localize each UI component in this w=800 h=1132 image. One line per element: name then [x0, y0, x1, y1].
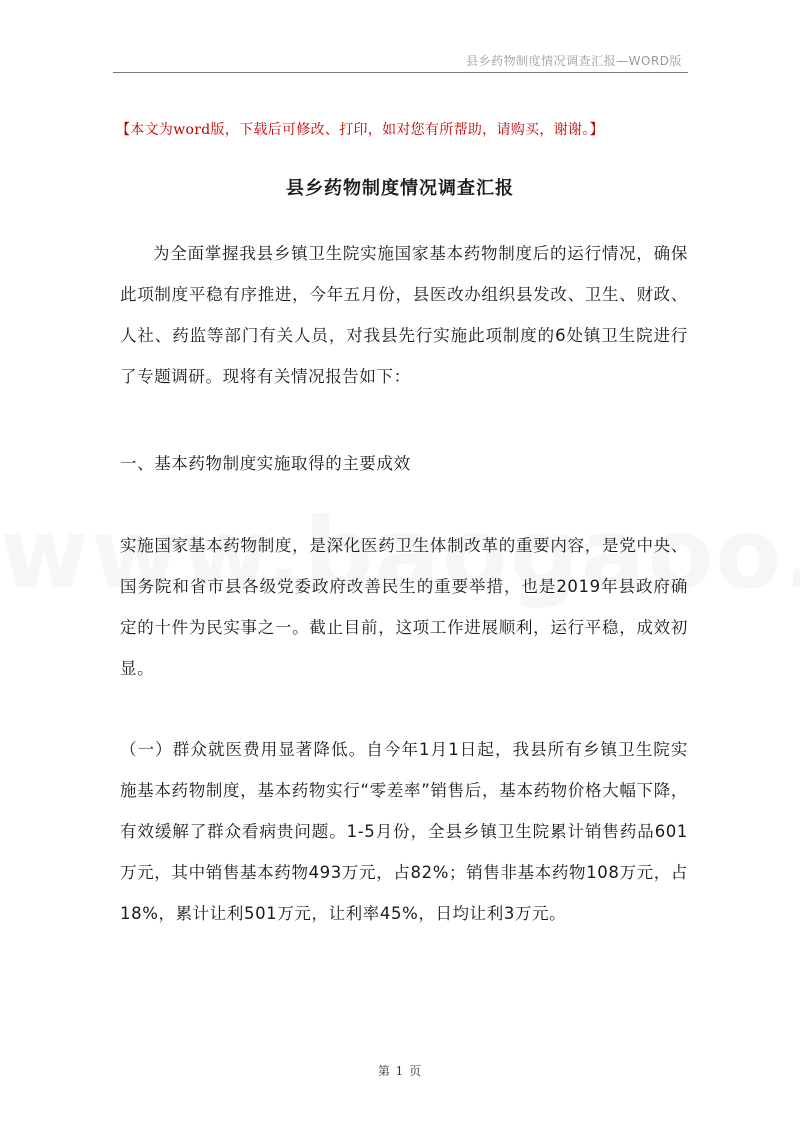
section-1-body: 实施国家基本药物制度，是深化医药卫生体制改革的重要内容，是党中央、国务院和省市县各级党委政府改善民生的重要举措，也是2019年县政府确定的十件为民实事之一。截止目前，这项工作进展顺利，运行平稳，成效初显。	[120, 536, 688, 678]
header-divider	[113, 72, 688, 73]
intro-paragraph: 为全面掌握我县乡镇卫生院实施国家基本药物制度后的运行情况，确保此项制度平稳有序推进，今年五月份，县医改办组织县发改、卫生、财政、人社、药监等部门有关人员，对我县先行实施此项制度的6处镇卫生院进行了专题调研。现将有关情况报告如下：	[120, 244, 688, 386]
running-header: 县乡药物制度情况调查汇报—WORD版	[466, 54, 682, 68]
download-notice: 【本文为word版，下载后可修改、打印，如对您有所帮助，请购买，谢谢。】	[116, 122, 604, 138]
subsection-1-paragraph: （一）群众就医费用显著降低。自今年1月1日起，我县所有乡镇卫生院实施基本药物制度，基本药物实行“零差率”销售后，基本药物价格大幅下降，有效缓解了群众看病贵问题。1-5月份，全县乡镇卫生院累计销售药品601万元，其中销售基本药物493万元，占82%；销售非基本药物108万元，占18%，累计让利501万元，让利率45%，日均让利3万元。	[120, 740, 688, 923]
document-title: 县乡药物制度情况调查汇报	[286, 178, 514, 199]
intro-block	[120, 233, 688, 397]
section-1-heading: 一、基本药物制度实施取得的主要成效	[120, 454, 411, 473]
section-heading-block	[120, 443, 688, 484]
page-number: 第 1 页	[377, 1064, 423, 1078]
section-body-block	[120, 525, 688, 689]
subsection-block	[120, 729, 688, 934]
